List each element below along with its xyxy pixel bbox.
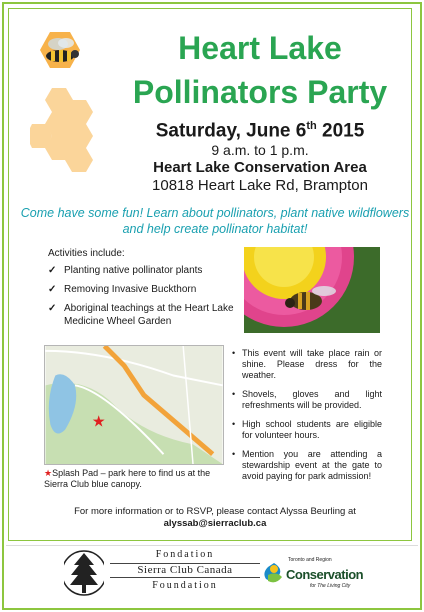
event-tagline: Come have some fun! Learn about pollinators, plant native wildflowers and help create pollinator habitat! (20, 206, 410, 236)
checkmark-icon: ✓ (48, 265, 57, 276)
event-title-line1: Heart Lake (178, 30, 342, 66)
rsvp-email-link[interactable]: alyssab@sierraclub.ca (163, 518, 267, 529)
trca-small-text: Toronto and Region (288, 557, 332, 563)
list-item: • High school students are eligible for volunteer hours. (232, 419, 382, 440)
checkmark-icon: ✓ (48, 303, 57, 314)
bee-honeycomb-graphic (30, 30, 110, 180)
sierra-club-foundation-logo (58, 547, 258, 599)
tree-logo-icon (64, 549, 104, 597)
flower-bee-photo (244, 247, 380, 333)
event-details-list (232, 348, 382, 490)
list-item: ✓ Aboriginal teachings at the Heart Lake Medicine Wheel Garden (48, 303, 234, 327)
fsc-text-bottom: Foundation (152, 580, 218, 591)
red-star-icon: ★ (91, 413, 106, 431)
footer-divider (6, 545, 418, 546)
fsc-text-middle: Sierra Club Canada (110, 563, 260, 578)
map-caption: ★Splash Pad – park here to find us at the Sierra Club blue canopy. (44, 468, 211, 489)
fsc-text-top: Fondation (155, 549, 215, 560)
list-item: • This event will take place rain or shine. Please dress for the weather. (232, 348, 382, 380)
activities-list (48, 264, 238, 334)
list-item: • Shovels, gloves and light refreshments will be provided. (232, 389, 382, 410)
red-star-icon: ★ (44, 468, 53, 478)
trca-logo (262, 557, 372, 591)
event-venue: Heart Lake Conservation Area (153, 159, 367, 176)
rsvp-text: For more information or to RSVP, please contact Alyssa Beurling at (74, 506, 356, 517)
conservation-logo-icon (262, 561, 286, 587)
list-item: ✓ Removing Invasive Buckthorn (48, 284, 197, 295)
trca-name: Conservation (286, 567, 364, 582)
event-date: Saturday, June 6th 2015 (155, 120, 365, 142)
trca-tagline: for The Living City (310, 583, 351, 589)
list-item: ✓ Planting native pollinator plants (48, 265, 203, 276)
list-item: • Mention you are attending a stewardship event at the gate to avoid paying for park admission! (232, 449, 382, 481)
event-title-line2: Pollinators Party (132, 74, 388, 110)
event-address: 10818 Heart Lake Rd, Brampton (152, 177, 368, 194)
activities-heading: Activities include: (48, 248, 125, 259)
event-time: 9 a.m. to 1 p.m. (211, 142, 309, 158)
location-map (44, 345, 224, 465)
checkmark-icon: ✓ (48, 284, 57, 295)
